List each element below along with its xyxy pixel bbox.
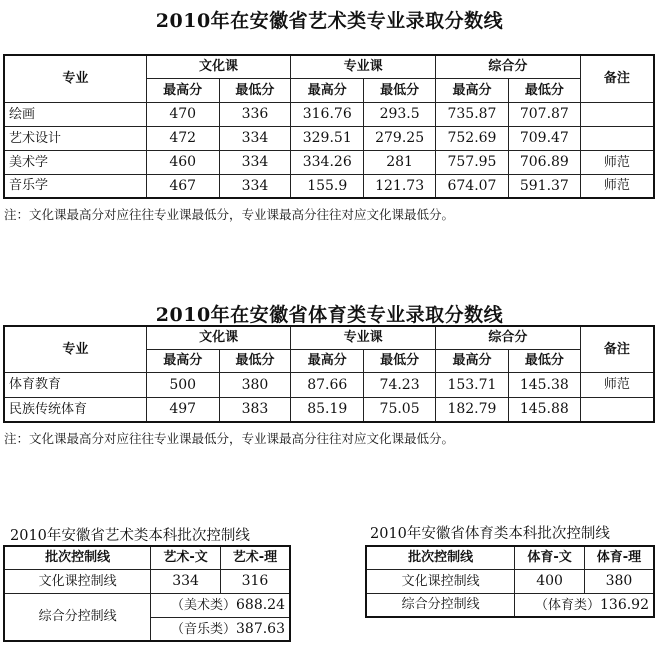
culture-line-wen: 334 [151,569,221,593]
professional-max: 334.26 [291,150,364,174]
art-scores-table [3,54,655,199]
header-culture: 文化课 [146,55,291,78]
professional-max: 329.51 [291,126,364,150]
remark [580,126,654,150]
table-row [4,372,654,397]
header-remark: 备注 [580,55,654,102]
category-label: （美术类） [170,598,236,613]
major-name: 体育教育 [4,372,146,397]
header-min: 最低分 [219,78,291,102]
major-name: 音乐学 [4,174,146,198]
composite-line-sports [515,593,654,617]
header-sports-wen: 体育-文 [515,546,585,569]
category-label: （体育类） [534,597,600,613]
header-max: 最高分 [436,78,509,102]
composite-max: 674.07 [436,174,509,198]
composite-line-music [151,617,290,641]
culture-min: 334 [219,126,291,150]
header-min: 最低分 [219,349,291,372]
professional-min: 74.23 [364,372,436,397]
table-row [4,174,654,198]
header-max: 最高分 [146,349,219,372]
culture-line-wen: 400 [515,569,585,593]
professional-min: 293.5 [364,102,436,126]
culture-line-li: 316 [220,569,290,593]
professional-min: 281 [364,150,436,174]
sports-scores-table [3,325,655,423]
sports-control-table [365,545,655,618]
art-control-title: 2010年安徽省艺术类本科批次控制线 [10,528,250,544]
header-art-li: 艺术-理 [220,546,290,569]
sports-control-title: 2010年安徽省体育类本科批次控制线 [370,526,610,542]
table-row [4,126,654,150]
header-max: 最高分 [436,349,509,372]
header-min: 最低分 [508,349,580,372]
table-row [366,569,654,593]
header-major: 专业 [4,326,146,372]
culture-max: 497 [146,397,219,422]
table-row [4,397,654,422]
table-row [4,102,654,126]
composite-min: 145.88 [508,397,580,422]
composite-max: 153.71 [436,372,509,397]
culture-max: 460 [146,150,219,174]
professional-min: 279.25 [364,126,436,150]
art-control-table [3,545,291,642]
culture-min: 336 [219,102,291,126]
composite-line-fine-art [151,593,290,617]
composite-line-label: 综合分控制线 [4,593,151,641]
composite-line-label: 综合分控制线 [366,593,515,617]
table-row [366,593,654,617]
composite-min: 145.38 [508,372,580,397]
header-professional: 专业课 [291,326,436,349]
composite-value: 387.63 [236,620,285,637]
header-major: 专业 [4,55,146,102]
professional-max: 316.76 [291,102,364,126]
culture-line-label: 文化课控制线 [4,569,151,593]
culture-max: 467 [146,174,219,198]
composite-min: 709.47 [508,126,580,150]
major-name: 民族传统体育 [4,397,146,422]
composite-value: 688.24 [236,597,285,613]
professional-min: 75.05 [364,397,436,422]
header-max: 最高分 [291,349,364,372]
culture-line-label: 文化课控制线 [366,569,515,593]
culture-max: 500 [146,372,219,397]
composite-min: 706.89 [508,150,580,174]
remark [580,102,654,126]
professional-max: 85.19 [291,397,364,422]
header-remark: 备注 [580,326,654,372]
header-min: 最低分 [364,349,436,372]
professional-max: 155.9 [291,174,364,198]
header-max: 最高分 [291,78,364,102]
culture-min: 380 [219,372,291,397]
remark [580,397,654,422]
art-table-note: 注：文化课最高分对应往往专业课最低分，专业课最高分往往对应文化课最低分。 [4,207,455,222]
culture-max: 472 [146,126,219,150]
header-min: 最低分 [364,78,436,102]
composite-max: 735.87 [436,102,509,126]
header-art-wen: 艺术-文 [151,546,221,569]
composite-max: 752.69 [436,126,509,150]
culture-max: 470 [146,102,219,126]
major-name: 美术学 [4,150,146,174]
professional-min: 121.73 [364,174,436,198]
culture-line-li: 380 [584,569,654,593]
culture-min: 334 [219,174,291,198]
composite-min: 591.37 [508,174,580,198]
composite-max: 182.79 [436,397,509,422]
culture-min: 383 [219,397,291,422]
composite-max: 757.95 [436,150,509,174]
composite-min: 707.87 [508,102,580,126]
header-professional: 专业课 [291,55,436,78]
sports-table-title: 2010年在安徽省体育类专业录取分数线 [155,304,504,326]
header-batch: 批次控制线 [366,546,515,569]
major-name: 艺术设计 [4,126,146,150]
remark: 师范 [580,150,654,174]
header-composite: 综合分 [436,326,581,349]
header-max: 最高分 [146,78,219,102]
header-composite: 综合分 [436,55,581,78]
table-row [4,593,290,617]
major-name: 绘画 [4,102,146,126]
category-label: （音乐类） [170,621,236,637]
sports-table-note: 注：文化课最高分对应往往专业课最低分，专业课最高分往往对应文化课最低分。 [4,431,455,446]
header-culture: 文化课 [146,326,291,349]
table-row [4,569,290,593]
header-batch: 批次控制线 [4,546,151,569]
art-table-title: 2010年在安徽省艺术类专业录取分数线 [155,10,504,32]
culture-min: 334 [219,150,291,174]
table-row [4,150,654,174]
remark: 师范 [580,372,654,397]
header-min: 最低分 [508,78,580,102]
remark: 师范 [580,174,654,198]
composite-value: 136.92 [600,596,649,613]
header-sports-li: 体育-理 [584,546,654,569]
professional-max: 87.66 [291,372,364,397]
